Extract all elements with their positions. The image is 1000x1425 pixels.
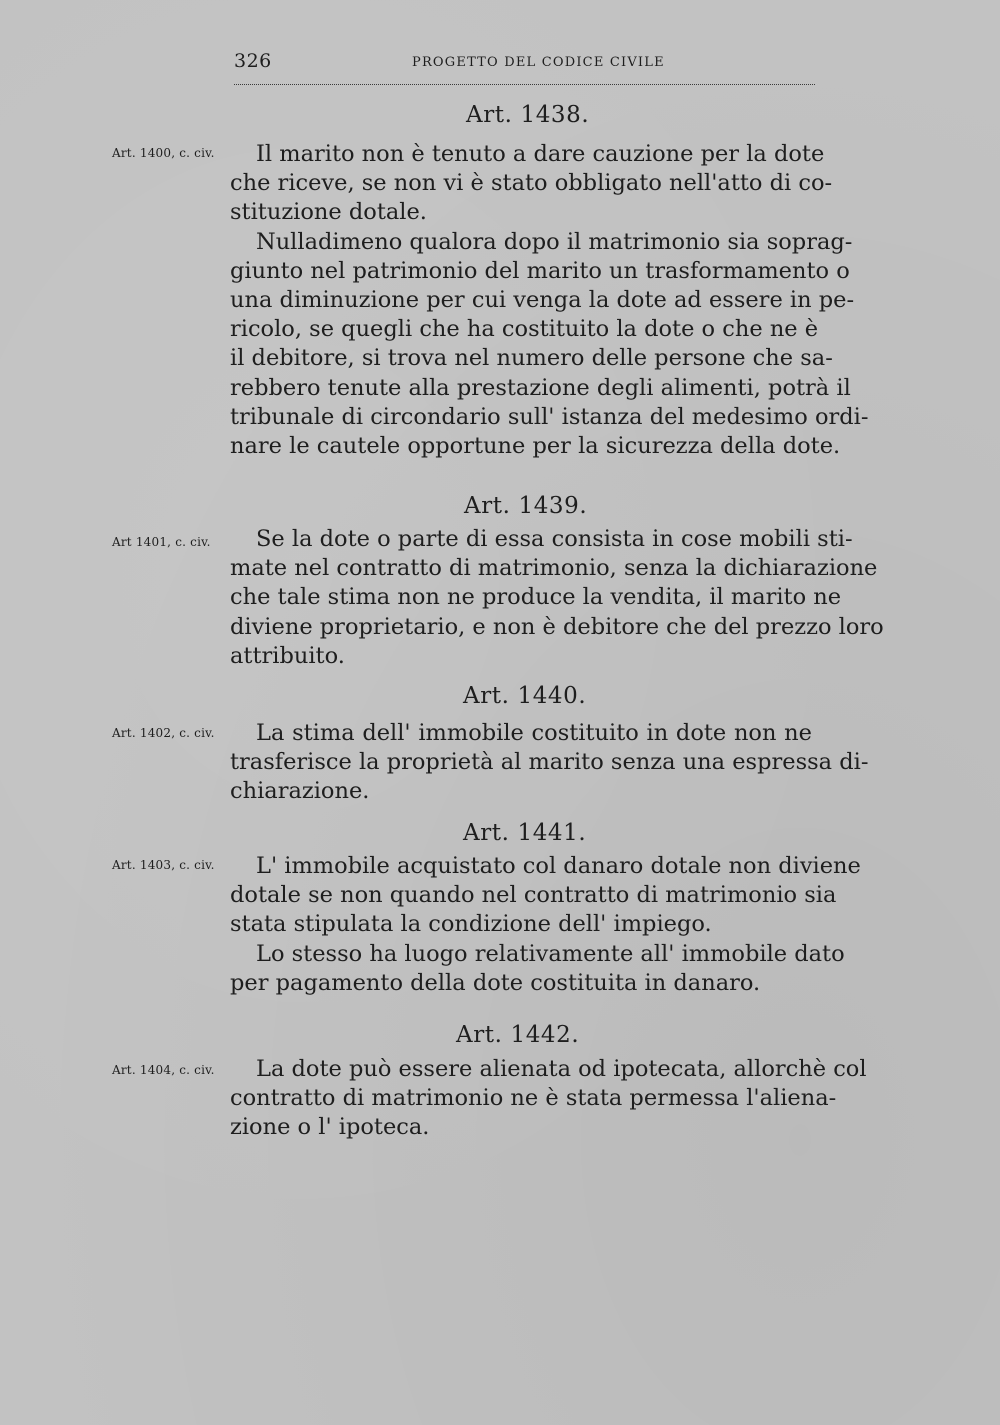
text-line: per pagamento della dote costituita in danaro. <box>230 969 761 996</box>
text-line: mate nel contratto di matrimonio, senza la dichiarazione <box>230 555 878 582</box>
text-line: attribuito. <box>230 642 345 669</box>
text-line: contratto di matrimonio ne è stata permessa l'aliena- <box>230 1085 837 1112</box>
text-line: tribunale di circondario sull' istanza del medesimo ordi- <box>230 403 869 430</box>
text-line: La dote può essere alienata od ipotecata, allorchè col <box>256 1056 867 1082</box>
text-line: che tale stima non ne produce la vendita, il marito ne <box>230 584 842 611</box>
text-line: il debitore, si trova nel numero delle persone che sa- <box>230 345 833 372</box>
page-header <box>234 50 815 85</box>
text-line: giunto nel patrimonio del marito un trasformamento o <box>230 257 850 284</box>
text-line: che riceve, se non vi è stato obbligato nell'atto di co- <box>230 170 833 197</box>
text-line: Se la dote o parte di essa consista in cose mobili sti- <box>256 526 853 552</box>
text-line: Lo stesso ha luogo relativamente all' immobile dato <box>256 940 845 967</box>
margin-reference: Art. 1400, c. civ. <box>112 146 215 160</box>
article-text <box>230 719 869 807</box>
text-line: diviene proprietario, e non è debitore che del prezzo loro <box>230 613 884 640</box>
text-line: stata stipulata la condizione dell' impiego. <box>230 911 712 938</box>
article-heading: Art. 1439. <box>464 493 588 519</box>
margin-reference: Art 1401, c. civ. <box>112 535 211 549</box>
text-line: trasferisce la proprietà al marito senza una espressa di- <box>230 749 869 776</box>
article-heading: Art. 1440. <box>463 683 587 709</box>
article-heading: Art. 1438. <box>466 102 590 128</box>
margin-reference: Art. 1402, c. civ. <box>112 726 215 740</box>
margin-reference: Art. 1404, c. civ. <box>112 1063 215 1077</box>
text-line: ricolo, se quegli che ha costituito la dote o che ne è <box>230 316 819 343</box>
text-line: La stima dell' immobile costituito in dote non ne <box>256 720 812 746</box>
page-number: 326 <box>234 50 272 72</box>
text-line: nare le cautele opportune per la sicurezza della dote. <box>230 432 841 459</box>
margin-reference: Art. 1403, c. civ. <box>112 858 215 872</box>
text-line: dotale se non quando nel contratto di matrimonio sia <box>230 882 837 909</box>
text-line: chiarazione. <box>230 778 370 805</box>
article-text <box>230 852 861 998</box>
text-line: rebbero tenute alla prestazione degli alimenti, potrà il <box>230 374 851 401</box>
text-line: una diminuzione per cui venga la dote ad essere in pe- <box>230 286 855 313</box>
article-heading: Art. 1442. <box>456 1022 580 1048</box>
article-text <box>230 140 869 461</box>
text-line: stituzione dotale. <box>230 199 427 226</box>
article-heading: Art. 1441. <box>463 820 587 846</box>
text-line: Il marito non è tenuto a dare cauzione per la dote <box>256 141 825 167</box>
text-line: zione o l' ipoteca. <box>230 1114 430 1141</box>
text-line: Nulladimeno qualora dopo il matrimonio sia soprag- <box>256 228 853 255</box>
running-head: PROGETTO DEL CODICE CIVILE <box>412 55 665 70</box>
article-text <box>230 1055 867 1143</box>
article-text <box>230 525 884 671</box>
text-line: L' immobile acquistato col danaro dotale non diviene <box>256 853 861 879</box>
